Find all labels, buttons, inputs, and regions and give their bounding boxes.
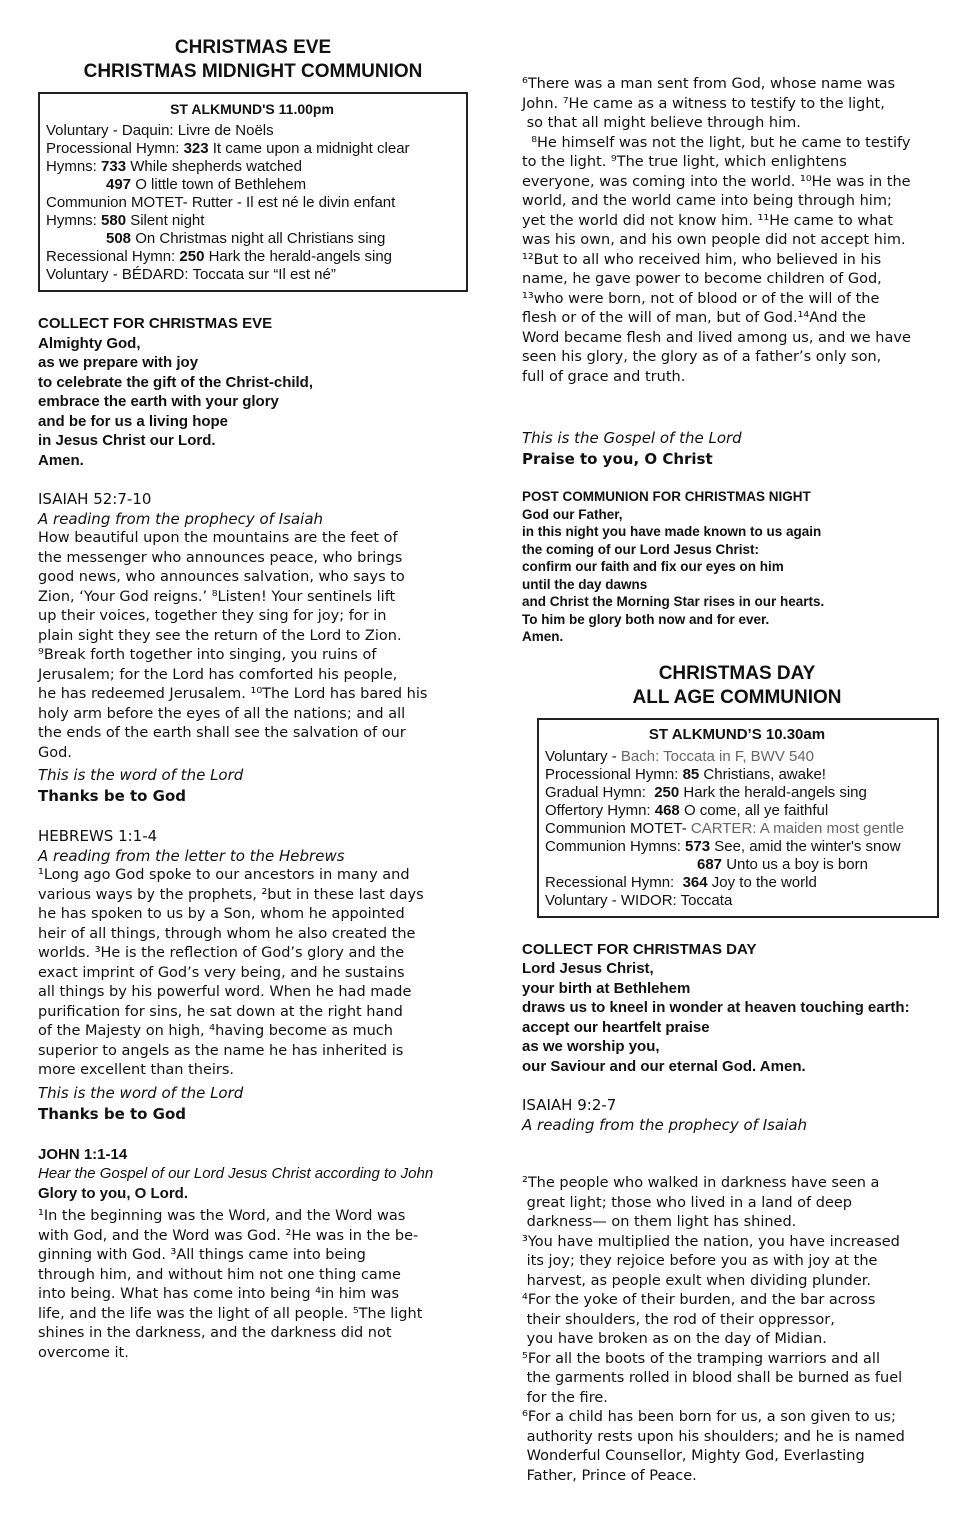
hebrews-text: ¹Long ago God spoke to our ancestors in many and various ways by the prophets, ²but in these last days he has spoken to us by a Son, whom he appointed heir of all things, through whom he also created the worlds. ³He is the reflection of God’s glory and the exact imprint of God’s very being, and he sustains all things by his powerful word. When he had made purification for sins, he sat down at the right hand of the Majesty on high, ⁴having become as much superior to angels as the name he has inherited is more excellent than theirs. (38, 867, 424, 1078)
john-text: ¹In the beginning was the Word, and the Word was with God, and the Word was God. ²He was in the be- ginning with God. ³All things came into being through him, and without him not one thing came into being. What has come into being ⁴in him was life, and the life was the light of all people. ⁵The light shines in the darkness, and the darkness did not overcome it. (38, 1208, 423, 1361)
communion-hymns-line: Communion Hymns: 573 See, amid the winter's snow (545, 837, 901, 855)
isaiah-9-text: ²The people who walked in darkness have seen a great light; those who lived in a land of deep darkness— on them light has shined. ³You have multiplied the nation, you have increased its joy; they rejoice before you as with joy at the harvest, as people exult when dividing plunder. ⁴For the yoke of their burden, and the bar across their shoulders, the rod of their oppressor, you have broken as on the day of Midian. ⁵For all the boots of the tramping warriors and all the garments rolled in blood shall be burned as fuel for the fire. ⁶For a child has been born for us, a son given to us; authority rests upon his shoulders; and he is named Wonderful Counsellor, Mighty God, Everlasting Father, Prince of Peace. (522, 1175, 905, 1484)
processional-line: Processional Hymn: 323 It came upon a midnight clear (46, 140, 410, 157)
response-italic: This is the Gospel of the Lord (522, 429, 742, 447)
post-communion-heading: POST COMMUNION FOR CHRISTMAS NIGHT (522, 489, 811, 504)
recessional-line: Recessional Hymn: 250 Hark the herald-angels sing (46, 248, 393, 265)
response-bold: Thanks be to God (38, 1104, 187, 1123)
collect-day-text: Lord Jesus Christ, your birth at Bethlehem draws us to kneel in wonder at heaven touching earth: accept our heartfelt praise as we worship you, our Saviour and our eternal God. Amen. (522, 960, 910, 1075)
john-continued-text: ⁶There was a man sent from God, whose name was John. ⁷He came as a witness to testify to the light, so that all might believe through him. ⁸He himself was not the light, but he came to testify to the light. ⁹The true light, which enlightens everyone, was coming into the world. ¹⁰He was in the world, and the world came into being through him; yet the world did not know him. ¹¹He came to what was his own, and his own people did not accept him. ¹²But to all who received him, who believed in his name, he gave power to become children of God, ¹³who were born, not of blood or of the will of the flesh or of the will of man, but of God.¹⁴And the Word became flesh and lived among us, and we have seen his glory, the glory as of a father’s only son, full of grace and truth. (522, 76, 911, 385)
collect-heading: COLLECT FOR CHRISTMAS EVE (38, 315, 273, 332)
response-italic: This is the word of the Lord (38, 1083, 244, 1102)
hymns-line: Hymns: 733 While shepherds watched (46, 158, 302, 175)
box-heading: ST ALKMUND’S 10.30am (648, 725, 826, 743)
hymns-line: 508 On Christmas night all Christians sing (106, 230, 386, 247)
response-bold: Praise to you, O Christ (522, 450, 713, 468)
collect-text: Almighty God, as we prepare with joy to celebrate the gift of the Christ-child, embrace the earth with your glory and be for us a living hope in Jesus Christ our Lord. Amen. (38, 334, 314, 469)
communion-hymns-line: 687 Unto us a boy is born (697, 855, 868, 873)
hebrews-reference: HEBREWS 1:1-4 (38, 827, 158, 845)
christmas-day-title: CHRISTMAS DAY ALL AGE COMMUNION (632, 662, 842, 708)
voluntary-line: Voluntary - WIDOR: Toccata (545, 891, 733, 909)
john-reference: JOHN 1:1-14 (38, 1145, 128, 1163)
left-column (38, 30, 468, 1363)
christmas-day-service-box (537, 718, 939, 918)
isaiah-text: How beautiful upon the mountains are the feet of the messenger who announces peace, who brings good news, who announces salvation, who says to Zion, ‘Your God reigns.’ ⁸Listen! Your sentinels lift up their voices, together they sing for joy; for in plain sight they see the return of the Lord to Zion. ⁹Break forth together into singing, you ruins of Jerusalem; for the Lord has comforted his people, he has redeemed Jerusalem. ¹⁰The Lord has bared his holy arm before the eyes of all the nations; and all the ends of the earth shall see the salvation of our God. (38, 530, 428, 761)
hebrews-intro: A reading from the letter to the Hebrews (38, 846, 345, 865)
voluntary-line: Voluntary - BÉDARD: Toccata sur “Il est né” (46, 266, 336, 283)
response-italic: This is the word of the Lord (38, 766, 244, 784)
isaiah-reference: ISAIAH 52:7-10 (38, 490, 152, 508)
processional-line: Processional Hymn: 85 Christians, awake! (545, 765, 826, 783)
voluntary-line: Voluntary - Daquin: Livre de Noëls (46, 122, 274, 139)
hymns-line: Hymns: 580 Silent night (46, 212, 205, 229)
christmas-eve-service-box (38, 92, 468, 292)
john-intro: Hear the Gospel of our Lord Jesus Christ according to John (38, 1165, 434, 1182)
collect-day-heading: COLLECT FOR CHRISTMAS DAY (522, 940, 757, 958)
hymns-line: 497 O little town of Bethlehem (106, 176, 307, 193)
post-communion: POST COMMUNION FOR CHRISTMAS NIGHT God our Father, in this night you have made known to us again the coming of our Lord Jesus Christ: confirm our faith and fix our eyes on him until the day dawns and Christ the Morning Star rises in our hearts. To him be glory both now and for ever. Amen. (522, 488, 952, 646)
offertory-line: Offertory Hymn: 468 O come, all ye faithful (545, 801, 829, 819)
right-column (522, 36, 952, 1525)
john-response: Glory to you, O Lord. (38, 1184, 188, 1202)
motet-line: Communion MOTET- CARTER: A maiden most gentle (545, 819, 905, 837)
gradual-line: Gradual Hymn: 250 Hark the herald-angels sing (545, 783, 867, 801)
isaiah-9-intro: A reading from the prophecy of Isaiah (522, 1115, 808, 1134)
box-heading: ST ALKMUND'S 11.00pm (170, 101, 334, 117)
response-bold: Thanks be to God (38, 787, 187, 805)
christmas-eve-title: CHRISTMAS EVE CHRISTMAS MIDNIGHT COMMUNION (83, 37, 423, 82)
recessional-line: Recessional Hymn: 364 Joy to the world (545, 873, 817, 891)
motet-line: Communion MOTET- Rutter - Il est né le divin enfant (46, 194, 396, 211)
voluntary-line: Voluntary - Bach: Toccata in F, BWV 540 (545, 747, 815, 765)
isaiah-intro: A reading from the prophecy of Isaiah (38, 509, 324, 528)
isaiah-9-reference: ISAIAH 9:2-7 (522, 1096, 617, 1114)
